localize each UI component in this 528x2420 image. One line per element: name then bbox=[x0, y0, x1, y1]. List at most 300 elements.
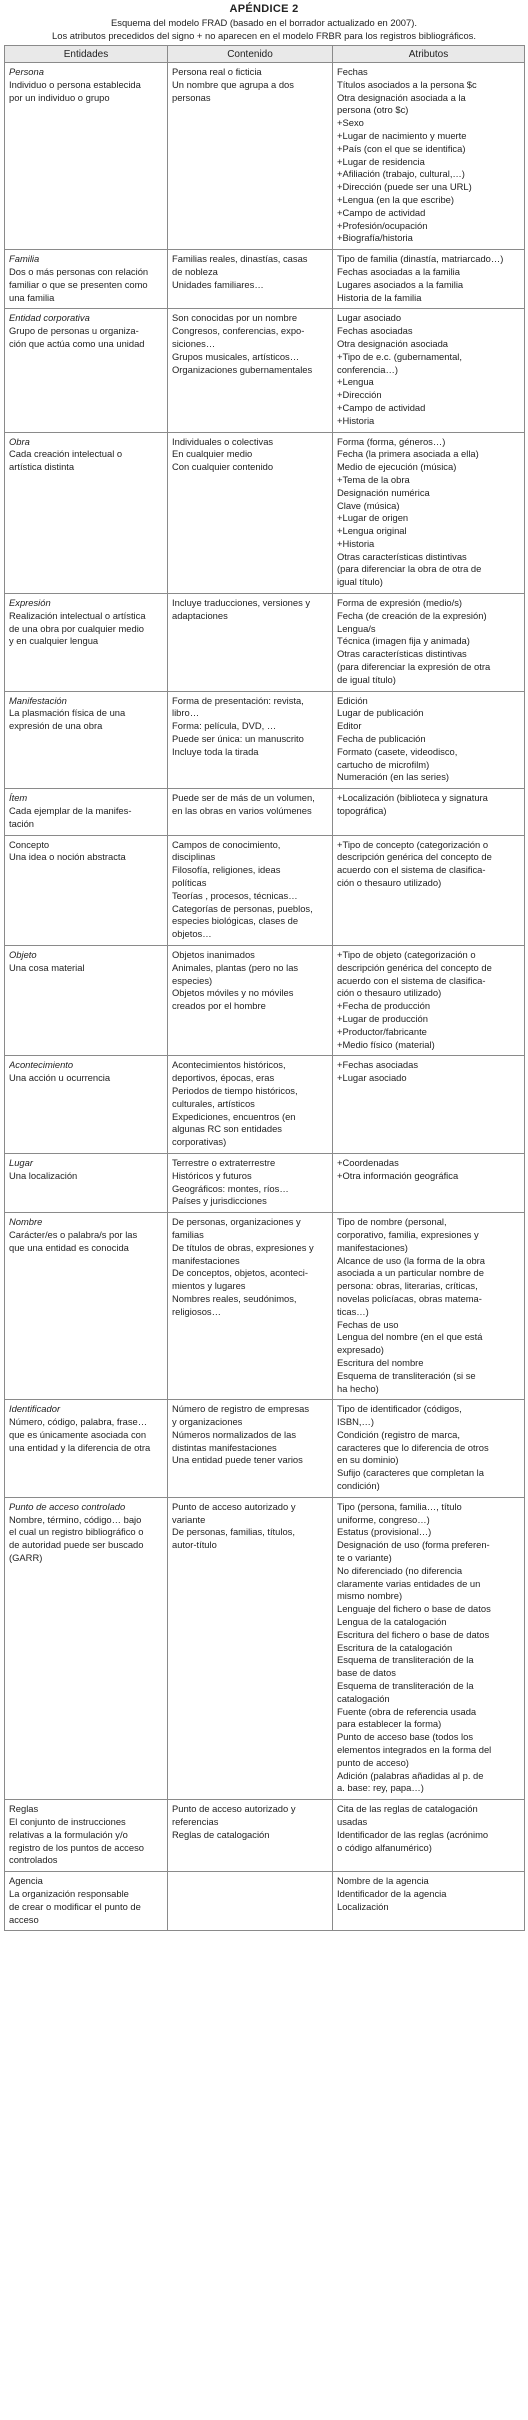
attribute-line: +Campo de actividad bbox=[337, 206, 426, 218]
attribute-line: Técnica (imagen fija y animada) bbox=[337, 635, 470, 647]
entity-description-line: (GARR) bbox=[9, 1552, 43, 1564]
attribute-line: Tipo de identificador (códigos, bbox=[337, 1403, 462, 1415]
entity-description-line: por un individuo o grupo bbox=[9, 91, 110, 103]
entity-description-line: Una acción u ocurrencia bbox=[9, 1072, 111, 1084]
content-line: manifestaciones bbox=[172, 1254, 240, 1266]
attribute-line: +Historia bbox=[337, 414, 375, 426]
entity-name: Entidad corporativa bbox=[9, 312, 90, 324]
content-line: variante bbox=[172, 1513, 206, 1525]
content-line: distintas manifestaciones bbox=[172, 1441, 277, 1453]
attribute-line: Otra designación asociada a la bbox=[337, 91, 466, 103]
content-line: religiosos… bbox=[172, 1305, 221, 1317]
attribute-line: +Sexo bbox=[337, 117, 364, 129]
attribute-line: +Localización (biblioteca y signatura bbox=[337, 792, 488, 804]
content-line: Unidades familiares… bbox=[172, 278, 264, 290]
attribute-line: Fechas asociadas a la familia bbox=[337, 265, 460, 277]
entity-description-line: una entidad y la diferencia de otra bbox=[9, 1441, 151, 1453]
attribute-line: Fecha de publicación bbox=[337, 733, 426, 745]
attribute-line: Tipo de familia (dinastía, matriarcado…) bbox=[337, 253, 504, 265]
content-cell bbox=[168, 594, 333, 692]
entity-cell bbox=[5, 1056, 168, 1154]
entity-cell bbox=[5, 789, 168, 835]
entity-cell bbox=[5, 1800, 168, 1872]
entity-cell bbox=[5, 1497, 168, 1799]
attribute-line: No diferenciado (no diferencia bbox=[337, 1564, 463, 1576]
attribute-line: Lugar de publicación bbox=[337, 707, 424, 719]
content-cell bbox=[168, 835, 333, 945]
table-row bbox=[5, 1872, 525, 1931]
attribute-line: Fechas asociadas bbox=[337, 325, 413, 337]
entity-name: Persona bbox=[9, 66, 44, 77]
attribute-line: Fecha (de creación de la expresión) bbox=[337, 609, 487, 621]
attribute-line: elementos integrados en la forma del bbox=[337, 1744, 492, 1756]
entity-description-line: controlados bbox=[9, 1854, 58, 1866]
entity-cell bbox=[5, 691, 168, 789]
attribute-line: +Campo de actividad bbox=[337, 401, 426, 413]
attribute-line: Lengua de la catalogación bbox=[337, 1616, 447, 1628]
content-line: Geográficos: montes, ríos… bbox=[172, 1182, 289, 1194]
content-line: disciplinas bbox=[172, 851, 216, 863]
attribute-line: asociada a un particular nombre de bbox=[337, 1267, 484, 1279]
content-line: corporativas) bbox=[172, 1136, 227, 1148]
attribute-line: Esquema de transliteración de la bbox=[337, 1654, 474, 1666]
content-line: familias bbox=[172, 1228, 204, 1240]
content-line: de nobleza bbox=[172, 265, 218, 277]
attributes-cell bbox=[333, 63, 525, 250]
content-line: Históricos y futuros bbox=[172, 1169, 252, 1181]
content-line: referencias bbox=[172, 1816, 219, 1827]
attributes-cell bbox=[333, 309, 525, 432]
attribute-line: Escritura de la catalogación bbox=[337, 1641, 453, 1653]
entity-cell bbox=[5, 309, 168, 432]
attribute-line: igual título) bbox=[337, 576, 383, 588]
attribute-line: Clave (música) bbox=[337, 499, 400, 511]
attribute-line: +Tema de la obra bbox=[337, 473, 410, 485]
content-line: Persona real o ficticia bbox=[172, 66, 262, 77]
entity-name: Nombre bbox=[9, 1216, 43, 1228]
attribute-line: Cita de las reglas de catalogación bbox=[337, 1803, 478, 1815]
attribute-line: +Coordenadas bbox=[337, 1156, 399, 1168]
content-line: Incluye traducciones, versiones y bbox=[172, 597, 311, 609]
entity-name: Obra bbox=[9, 435, 30, 447]
attribute-line: +Lugar de nacimiento y muerte bbox=[337, 129, 467, 141]
content-line: mientos y lugares bbox=[172, 1280, 246, 1292]
entity-cell bbox=[5, 432, 168, 594]
attributes-cell bbox=[333, 1153, 525, 1212]
attribute-line: expresado) bbox=[337, 1344, 384, 1356]
attribute-line: Medio de ejecución (música) bbox=[337, 461, 457, 473]
entity-cell bbox=[5, 946, 168, 1056]
content-cell bbox=[168, 789, 333, 835]
attribute-line: Historia de la familia bbox=[337, 291, 422, 303]
entity-name: Manifestación bbox=[9, 694, 67, 706]
table-row bbox=[5, 250, 525, 309]
attribute-line: persona (otro $c) bbox=[337, 104, 409, 116]
content-line: deportivos, épocas, eras bbox=[172, 1072, 275, 1084]
content-line: En cualquier medio bbox=[172, 448, 253, 460]
attribute-line: Edición bbox=[337, 694, 368, 706]
content-line: personas bbox=[172, 91, 211, 103]
entity-description-line: Individuo o persona establecida bbox=[9, 78, 141, 90]
attribute-line: catalogación bbox=[337, 1692, 390, 1704]
entity-description-line: que es únicamente asociada con bbox=[9, 1428, 147, 1440]
attributes-cell bbox=[333, 250, 525, 309]
entity-name: Identificador bbox=[9, 1403, 61, 1415]
attribute-line: topográfica) bbox=[337, 805, 387, 817]
attributes-cell bbox=[333, 1497, 525, 1799]
attributes-cell bbox=[333, 691, 525, 789]
attribute-line: +Historia bbox=[337, 537, 375, 549]
attribute-line: Lugares asociados a la familia bbox=[337, 278, 464, 290]
entity-description-line: acceso bbox=[9, 1913, 39, 1925]
attribute-line: +Dirección bbox=[337, 389, 382, 401]
attributes-cell bbox=[333, 1400, 525, 1498]
content-line: Categorías de personas, pueblos, bbox=[172, 902, 313, 914]
attribute-line: persona: obras, literarias, críticas, bbox=[337, 1280, 478, 1292]
attribute-line: descripción genérica del concepto de bbox=[337, 961, 492, 973]
content-cell bbox=[168, 1872, 333, 1931]
attribute-line: manifestaciones) bbox=[337, 1241, 408, 1253]
attribute-line: conferencia…) bbox=[337, 363, 398, 375]
attribute-line: +Lugar de producción bbox=[337, 1012, 428, 1024]
attribute-line: +Fecha de producción bbox=[337, 1000, 431, 1012]
entity-description-line: El conjunto de instrucciones bbox=[9, 1816, 126, 1827]
content-cell bbox=[168, 63, 333, 250]
content-line: Forma: película, DVD, … bbox=[172, 720, 277, 732]
entity-description-line: y en cualquier lengua bbox=[9, 635, 99, 647]
attribute-line: base de datos bbox=[337, 1667, 396, 1679]
attribute-line: Sufijo (caracteres que completan la bbox=[337, 1467, 484, 1479]
attribute-line: +Tipo de concepto (categorización o bbox=[337, 838, 489, 850]
entity-cell bbox=[5, 250, 168, 309]
attribute-line: +Lengua original bbox=[337, 525, 407, 537]
content-cell bbox=[168, 946, 333, 1056]
entity-cell bbox=[5, 63, 168, 250]
attribute-line: Tipo (persona, familia…, título bbox=[337, 1500, 462, 1512]
content-line: autor-título bbox=[172, 1539, 217, 1551]
content-line: Periodos de tiempo históricos, bbox=[172, 1084, 298, 1096]
attribute-line: ticas…) bbox=[337, 1305, 369, 1317]
attribute-line: Punto de acceso base (todos los bbox=[337, 1731, 474, 1743]
attribute-line: Otras características distintivas bbox=[337, 550, 467, 562]
attribute-line: Lengua del nombre (en el que está bbox=[337, 1331, 483, 1343]
content-line: De títulos de obras, expresiones y bbox=[172, 1241, 314, 1253]
content-cell bbox=[168, 1213, 333, 1400]
attribute-line: Esquema de transliteración (si se bbox=[337, 1369, 476, 1381]
entity-cell bbox=[5, 1872, 168, 1931]
entity-description-line: Carácter/es o palabra/s por las bbox=[9, 1228, 138, 1240]
entity-cell bbox=[5, 594, 168, 692]
content-cell bbox=[168, 309, 333, 432]
table-row bbox=[5, 691, 525, 789]
content-line: Organizaciones gubernamentales bbox=[172, 363, 313, 375]
attributes-cell bbox=[333, 1056, 525, 1154]
table-row bbox=[5, 1400, 525, 1498]
attribute-line: Otra designación asociada bbox=[337, 337, 449, 349]
entity-description-line: relativas a la formulación y/o bbox=[9, 1828, 128, 1840]
attribute-line: (para diferenciar la obra de otra de bbox=[337, 563, 482, 575]
table-row bbox=[5, 789, 525, 835]
attributes-cell bbox=[333, 789, 525, 835]
table-row bbox=[5, 946, 525, 1056]
entity-description-line: expresión de una obra bbox=[9, 720, 103, 732]
attribute-line: acuerdo con el sistema de clasifica- bbox=[337, 864, 486, 876]
attribute-line: cartucho de microfilm) bbox=[337, 758, 430, 770]
attribute-line: Esquema de transliteración de la bbox=[337, 1680, 474, 1692]
attribute-line: +Biografía/historia bbox=[337, 232, 413, 244]
table-row bbox=[5, 63, 525, 250]
attribute-line: +Lugar de origen bbox=[337, 512, 409, 524]
attribute-line: +Profesión/ocupación bbox=[337, 219, 428, 231]
attribute-line: +Otra información geográfica bbox=[337, 1169, 459, 1181]
attribute-line: de igual título) bbox=[337, 673, 396, 685]
content-cell bbox=[168, 1497, 333, 1799]
table-row bbox=[5, 1800, 525, 1872]
content-line: Una entidad puede tener varios bbox=[172, 1454, 303, 1466]
entity-name: Objeto bbox=[9, 949, 37, 960]
table-row bbox=[5, 1056, 525, 1154]
content-line: Teorías , procesos, técnicas… bbox=[172, 889, 298, 901]
entity-description-line: Grupo de personas u organiza- bbox=[9, 325, 139, 337]
attribute-line: +Productor/fabricante bbox=[337, 1025, 427, 1037]
entity-name: Agencia bbox=[9, 1875, 43, 1887]
attribute-line: Fechas bbox=[337, 66, 368, 77]
intro-line: Los atributos precedidos del signo + no aparecen en el modelo FRBR para los registros bibliográficos. bbox=[52, 30, 476, 41]
table-body bbox=[5, 63, 525, 1931]
content-cell bbox=[168, 250, 333, 309]
attribute-line: te o variante) bbox=[337, 1552, 392, 1564]
table-row bbox=[5, 835, 525, 945]
attribute-line: en su dominio) bbox=[337, 1454, 399, 1466]
content-line: Número de registro de empresas bbox=[172, 1403, 310, 1415]
content-line: creados por el hombre bbox=[172, 1000, 266, 1012]
attribute-line: punto de acceso) bbox=[337, 1756, 409, 1768]
attribute-line: acuerdo con el sistema de clasifica- bbox=[337, 974, 486, 986]
attribute-line: +Lugar asociado bbox=[337, 1072, 407, 1084]
attribute-line: uniforme, congreso…) bbox=[337, 1513, 430, 1525]
content-line: Terrestre o extraterrestre bbox=[172, 1156, 276, 1168]
entity-name: Familia bbox=[9, 253, 40, 265]
attribute-line: Escritura del nombre bbox=[337, 1356, 424, 1368]
table-header-row bbox=[5, 46, 525, 63]
attribute-line: corporativo, familia, expresiones y bbox=[337, 1228, 479, 1240]
content-line: Números normalizados de las bbox=[172, 1428, 297, 1440]
content-line: Punto de acceso autorizado y bbox=[172, 1500, 296, 1512]
table-row bbox=[5, 1213, 525, 1400]
attributes-cell bbox=[333, 1213, 525, 1400]
attribute-line: Fecha (la primera asociada a ella) bbox=[337, 448, 479, 460]
content-line: Grupos musicales, artísticos… bbox=[172, 350, 300, 362]
attribute-line: caracteres que lo diferencia de otros bbox=[337, 1441, 489, 1453]
entity-description-line: La plasmación física de una bbox=[9, 707, 126, 719]
content-line: De conceptos, objetos, aconteci- bbox=[172, 1267, 309, 1279]
content-line: culturales, artísticos bbox=[172, 1097, 255, 1109]
content-line: Objetos móviles y no móviles bbox=[172, 987, 294, 999]
content-line: Campos de conocimiento, bbox=[172, 838, 281, 850]
intro-line: Esquema del modelo FRAD (basado en el borrador actualizado en 2007). bbox=[111, 17, 417, 28]
attribute-line: ha hecho) bbox=[337, 1382, 379, 1394]
entity-description-line: Nombre, término, código… bajo bbox=[9, 1513, 142, 1525]
entity-description-line: una familia bbox=[9, 291, 55, 303]
entity-description-line: Cada ejemplar de la manifes- bbox=[9, 805, 132, 817]
entity-description-line: que una entidad es conocida bbox=[9, 1241, 129, 1253]
attribute-line: Fechas de uso bbox=[337, 1318, 399, 1330]
content-line: Individuales o colectivas bbox=[172, 435, 274, 447]
attributes-cell bbox=[333, 1872, 525, 1931]
attribute-line: Lengua/s bbox=[337, 622, 376, 634]
attribute-line: Otras características distintivas bbox=[337, 648, 467, 660]
content-line: adaptaciones bbox=[172, 609, 228, 621]
attribute-line: novelas policíacas, obras matema- bbox=[337, 1292, 482, 1304]
attribute-line: Títulos asociados a la persona $c bbox=[337, 78, 477, 90]
frad-table bbox=[4, 45, 525, 1931]
content-cell bbox=[168, 1056, 333, 1154]
entity-description-line: artística distinta bbox=[9, 461, 75, 473]
table-row bbox=[5, 432, 525, 594]
attribute-line: +Medio físico (material) bbox=[337, 1038, 435, 1050]
attribute-line: descripción genérica del concepto de bbox=[337, 851, 492, 863]
content-line: Filosofía, religiones, ideas bbox=[172, 864, 281, 876]
attribute-line: para establecer la forma) bbox=[337, 1718, 442, 1730]
content-line: Familias reales, dinastías, casas bbox=[172, 253, 308, 265]
entity-description-line: de autoridad puede ser buscado bbox=[9, 1539, 144, 1551]
entity-name: Expresión bbox=[9, 597, 51, 609]
entity-description-line: Una cosa material bbox=[9, 961, 85, 973]
content-line: libro… bbox=[172, 707, 200, 719]
header-contenido: Contenido bbox=[168, 46, 333, 63]
content-line: Un nombre que agrupa a dos bbox=[172, 78, 294, 90]
content-cell bbox=[168, 1400, 333, 1498]
entity-name: Lugar bbox=[9, 1156, 33, 1168]
content-line: Forma de presentación: revista, bbox=[172, 694, 304, 706]
attributes-cell bbox=[333, 1800, 525, 1872]
entity-name: Acontecimiento bbox=[9, 1059, 74, 1071]
attribute-line: ción o thesauro utilizado) bbox=[337, 987, 442, 999]
attribute-line: Designación numérica bbox=[337, 486, 430, 498]
content-cell bbox=[168, 1153, 333, 1212]
table-row bbox=[5, 309, 525, 432]
content-line: Con cualquier contenido bbox=[172, 461, 274, 473]
attribute-line: +Lengua (en la que escribe) bbox=[337, 193, 455, 205]
table-row bbox=[5, 1497, 525, 1799]
attribute-line: Identificador de la agencia bbox=[337, 1887, 447, 1899]
content-cell bbox=[168, 691, 333, 789]
attribute-line: Designación de uso (forma preferen- bbox=[337, 1539, 490, 1551]
entity-description-line: ción que actúa como una unidad bbox=[9, 337, 145, 349]
attribute-line: Estatus (provisional…) bbox=[337, 1526, 432, 1538]
attribute-line: ción o thesauro utilizado) bbox=[337, 877, 442, 889]
entity-description-line: Cada creación intelectual o bbox=[9, 448, 123, 460]
attribute-line: (para diferenciar la expresión de otra bbox=[337, 661, 491, 673]
entity-cell bbox=[5, 835, 168, 945]
content-line: Reglas de catalogación bbox=[172, 1828, 270, 1840]
attribute-line: Lugar asociado bbox=[337, 312, 402, 324]
attribute-line: o código alfanumérico) bbox=[337, 1841, 432, 1853]
attribute-line: Escritura del fichero o base de datos bbox=[337, 1628, 490, 1640]
attribute-line: claramente varias entidades de un bbox=[337, 1577, 481, 1589]
attributes-cell bbox=[333, 594, 525, 692]
intro-text bbox=[0, 16, 528, 42]
content-line: especies) bbox=[172, 974, 213, 986]
attribute-line: +Afiliación (trabajo, cultural,…) bbox=[337, 168, 465, 180]
appendix-title: APÉNDICE 2 bbox=[229, 3, 299, 15]
content-line: Puede ser única: un manuscrito bbox=[172, 733, 304, 745]
attribute-line: +País (con el que se identifica) bbox=[337, 142, 466, 154]
table-row bbox=[5, 1153, 525, 1212]
entity-cell bbox=[5, 1213, 168, 1400]
attributes-cell bbox=[333, 432, 525, 594]
attribute-line: Fuente (obra de referencia usada bbox=[337, 1705, 477, 1717]
entity-name: Reglas bbox=[9, 1803, 39, 1815]
content-line: De personas, familias, títulos, bbox=[172, 1526, 295, 1538]
table-row bbox=[5, 594, 525, 692]
entity-description-line: el cual un registro bibliográfico o bbox=[9, 1526, 144, 1538]
entity-name: Punto de acceso controlado bbox=[9, 1500, 126, 1512]
entity-description-line: Una idea o noción abstracta bbox=[9, 851, 126, 863]
entity-description-line: registro de los puntos de acceso bbox=[9, 1841, 144, 1853]
attribute-line: +Tipo de e.c. (gubernamental, bbox=[337, 350, 462, 362]
content-cell bbox=[168, 1800, 333, 1872]
entity-description-line: de una obra por cualquier medio bbox=[9, 622, 144, 634]
entity-cell bbox=[5, 1153, 168, 1212]
entity-description-line: familiar o que se presenten como bbox=[9, 278, 148, 290]
attribute-line: Numeración (en las series) bbox=[337, 771, 450, 783]
attribute-line: +Dirección (puede ser una URL) bbox=[337, 181, 472, 193]
content-cell bbox=[168, 432, 333, 594]
content-line: políticas bbox=[172, 877, 207, 889]
content-line: Punto de acceso autorizado y bbox=[172, 1803, 296, 1815]
header-entidades: Entidades bbox=[5, 46, 168, 63]
entity-description-line: La organización responsable bbox=[9, 1887, 129, 1899]
attribute-line: Localización bbox=[337, 1900, 389, 1912]
attribute-line: +Fechas asociadas bbox=[337, 1059, 419, 1071]
attribute-line: usadas bbox=[337, 1816, 368, 1827]
attribute-line: condición) bbox=[337, 1480, 380, 1492]
attribute-line: Lenguaje del fichero o base de datos bbox=[337, 1603, 491, 1615]
content-line: Animales, plantas (pero no las bbox=[172, 961, 299, 973]
attribute-line: +Tipo de objeto (categorización o bbox=[337, 949, 476, 960]
header-atributos: Atributos bbox=[333, 46, 525, 63]
attribute-line: Condición (registro de marca, bbox=[337, 1428, 460, 1440]
content-line: siciones… bbox=[172, 337, 216, 349]
entity-name: Ítem bbox=[9, 792, 28, 804]
attribute-line: Adición (palabras añadidas al p. de bbox=[337, 1769, 484, 1781]
attribute-line: Forma (forma, géneros…) bbox=[337, 435, 446, 447]
content-line: Puede ser de más de un volumen, bbox=[172, 792, 315, 804]
attribute-line: Tipo de nombre (personal, bbox=[337, 1216, 447, 1228]
content-line: De personas, organizaciones y bbox=[172, 1216, 301, 1228]
attributes-cell bbox=[333, 835, 525, 945]
entity-description-line: Realización intelectual o artística bbox=[9, 609, 146, 621]
attribute-line: Forma de expresión (medio/s) bbox=[337, 597, 463, 609]
attribute-line: +Lengua bbox=[337, 376, 374, 388]
content-line: algunas RC son entidades bbox=[172, 1123, 282, 1135]
content-line: y organizaciones bbox=[172, 1416, 243, 1428]
attribute-line: Alcance de uso (la forma de la obra bbox=[337, 1254, 485, 1266]
attribute-line: Formato (casete, videodisco, bbox=[337, 745, 458, 757]
attribute-line: Identificador de las reglas (acrónimo bbox=[337, 1828, 489, 1840]
content-line: Incluye toda la tirada bbox=[172, 745, 259, 757]
content-line: Países y jurisdicciones bbox=[172, 1195, 267, 1207]
content-line: Son conocidas por un nombre bbox=[172, 312, 298, 324]
entity-description-line: tación bbox=[9, 817, 35, 829]
attribute-line: Nombre de la agencia bbox=[337, 1875, 429, 1887]
entity-description-line: Una localización bbox=[9, 1169, 78, 1181]
content-line: en las obras en varios volúmenes bbox=[172, 805, 312, 817]
entity-cell bbox=[5, 1400, 168, 1498]
attribute-line: mismo nombre) bbox=[337, 1590, 403, 1602]
attribute-line: +Lugar de residencia bbox=[337, 155, 425, 167]
